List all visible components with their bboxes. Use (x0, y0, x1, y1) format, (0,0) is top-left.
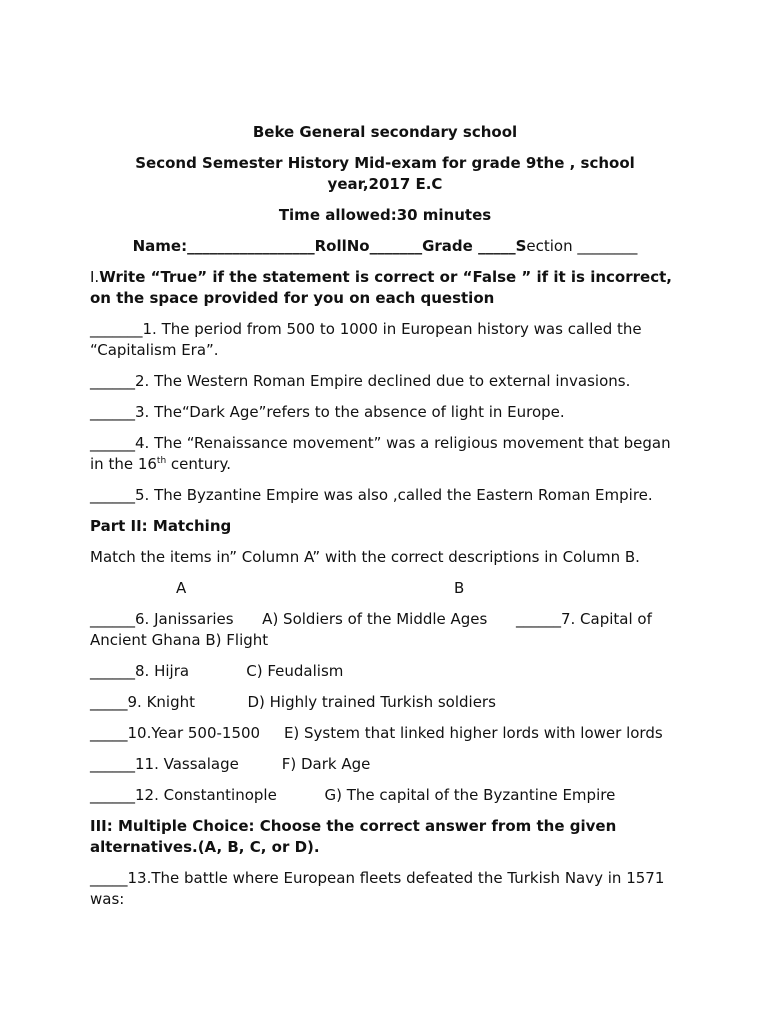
matching-line-11: ______11. Vassalage F) Dark Age (90, 755, 371, 773)
part2-instruction: Match the items in” Column A” with the correct descriptions in Column B. (90, 548, 640, 566)
exam-title: Second Semester History Mid-exam for grade 9the , school year,2017 E.C (135, 154, 635, 193)
matching-line-12: ______12. Constantinople G) The capital of the Byzantine Empire (90, 786, 616, 804)
column-a-header: A (176, 579, 187, 597)
question-4-superscript: th (156, 456, 167, 466)
matching-line-8: ______8. Hijra C) Feudalism (90, 662, 344, 680)
question-4-tail: century. (166, 455, 231, 473)
student-info-line (90, 236, 680, 257)
part1-instruction-text: Write “True” if the statement is correct or “False ” if it is incorrect, on the space provided for you on each question (90, 268, 672, 307)
matching-line-9: _____9. Knight D) Highly trained Turkish soldiers (90, 693, 496, 711)
matching-line-10: _____10.Year 500-1500 E) System that linked higher lords with lower lords (90, 724, 663, 742)
matching-line-6-7: ______6. Janissaries A) Soldiers of the Middle Ages ______7. Capital of Ancient Ghana B) Flight (90, 610, 657, 649)
matching-column-headers (90, 578, 680, 599)
part3-instruction: III: Multiple Choice: Choose the correct answer from the given alternatives.(A, B, C, or D). (90, 817, 617, 856)
question-4-text: ______4. The “Renaissance movement” was a religious movement that began in the 16 (90, 434, 671, 473)
question-2: ______2. The Western Roman Empire declined due to external invasions. (90, 372, 631, 390)
question-4 (90, 433, 680, 475)
question-5: ______5. The Byzantine Empire was also ,called the Eastern Roman Empire. (90, 486, 653, 504)
part1-instruction (90, 267, 680, 309)
exam-page (90, 122, 680, 920)
question-1: _______1. The period from 500 to 1000 in European history was called the “Capitalism Era”. (90, 320, 642, 359)
school-name: Beke General secondary school (252, 123, 518, 141)
part1-prefix: I. (90, 268, 100, 286)
part2-title: Part II: Matching (90, 517, 232, 535)
question-13: _____13.The battle where European fleets defeated the Turkish Navy in 1571 was: (90, 869, 665, 908)
question-3: ______3. The“Dark Age”refers to the absence of light in Europe. (90, 403, 565, 421)
column-b-header: B (454, 579, 465, 597)
time-allowed: Time allowed:30 minutes (278, 206, 492, 224)
section-field: ection ________ (526, 237, 638, 255)
info-fields: Name:_________________RollNo_______Grade _____S (132, 237, 527, 255)
